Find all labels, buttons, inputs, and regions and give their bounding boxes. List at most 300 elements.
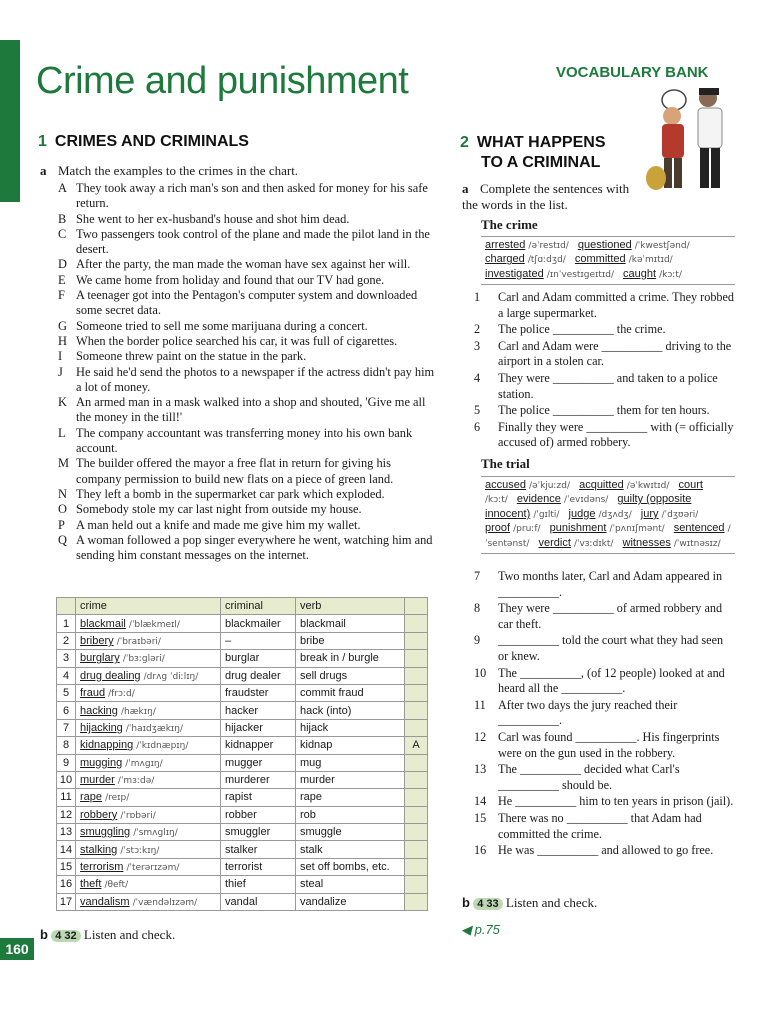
example-text: Somebody stole my car last night from outside my house. xyxy=(76,502,362,517)
crime-pronunciation: /ˈbraɪbəri/ xyxy=(116,636,161,647)
answer-cell[interactable] xyxy=(405,632,428,649)
word-pronunciation: /dʒʌdʒ/ xyxy=(598,509,632,520)
crime-pronunciation: /ˈkɪdnæpɪŋ/ xyxy=(136,741,189,752)
criminal-cell: – xyxy=(221,632,296,649)
word-item xyxy=(517,493,609,505)
example-text: He said he'd send the photos to a newspaper if the actress didn't pay him a lot of money. xyxy=(76,364,435,394)
table-row xyxy=(57,754,428,771)
example-key: D xyxy=(58,257,67,272)
answer-cell[interactable] xyxy=(405,719,428,736)
word-item xyxy=(485,479,570,491)
section2-b-text: Listen and check. xyxy=(505,895,598,910)
table-header-crime: crime xyxy=(76,598,221,615)
table-row xyxy=(57,684,428,701)
crime-word: murder xyxy=(80,774,115,787)
verb-cell: hack (into) xyxy=(296,702,405,719)
word-item xyxy=(485,268,614,280)
sentence-text: The __________ decided what Carl's __________ should be. xyxy=(498,762,680,792)
example-item xyxy=(58,365,438,396)
crime-pronunciation: /ˈblækmeɪl/ xyxy=(128,619,180,630)
example-key: G xyxy=(58,318,67,333)
sentence-number: 5 xyxy=(474,403,481,418)
answer-cell[interactable] xyxy=(405,771,428,788)
page-reference[interactable] xyxy=(461,922,500,938)
answer-cell[interactable] xyxy=(405,615,428,632)
crime-cell xyxy=(76,632,221,649)
word: caught xyxy=(623,267,657,280)
row-number: 14 xyxy=(57,841,76,858)
sentence-number: 1 xyxy=(474,290,481,304)
crime-word: drug dealing xyxy=(80,669,141,682)
row-number: 8 xyxy=(57,737,76,754)
answer-cell[interactable] xyxy=(405,684,428,701)
sentence-number: 3 xyxy=(474,338,481,353)
crime-pronunciation: /ˈmɜːdə/ xyxy=(117,776,155,787)
sentence-number: 16 xyxy=(474,843,487,858)
sentence-item xyxy=(474,569,736,600)
section1-heading xyxy=(38,133,249,151)
example-item xyxy=(58,288,438,319)
sentence-number: 8 xyxy=(474,601,481,616)
crime-word: terrorism xyxy=(80,861,124,874)
sentence-number: 10 xyxy=(474,665,487,680)
table-header-row xyxy=(57,598,428,615)
verb-cell: bribe xyxy=(296,632,405,649)
example-item xyxy=(58,395,438,426)
crime-word: hacking xyxy=(80,704,118,717)
criminal-cell: burglar xyxy=(221,650,296,667)
example-item xyxy=(58,181,438,212)
table-row xyxy=(57,841,428,858)
trial-subheading: The trial xyxy=(481,456,530,471)
criminal-cell: stalker xyxy=(221,841,296,858)
example-item xyxy=(58,533,438,564)
crime-word: burglary xyxy=(80,652,120,665)
section2-a-text: Complete the sentences with the words in the list. xyxy=(462,181,630,212)
sentence-text: He was __________ and allowed to go free. xyxy=(498,843,714,858)
word: proof xyxy=(485,522,511,535)
sentence-number: 15 xyxy=(474,810,487,825)
sentence-text: After two days the jury reached their __________. xyxy=(498,697,678,728)
word-item xyxy=(569,508,632,520)
sentence-number: 6 xyxy=(474,419,481,434)
crime-sentences xyxy=(474,290,736,452)
row-number: 4 xyxy=(57,667,76,684)
word-pronunciation: /ˈkwestʃənd/ xyxy=(634,241,690,251)
arrow-left-icon: ◀ xyxy=(461,922,475,937)
section2-b-label: b xyxy=(462,895,470,910)
table-row xyxy=(57,858,428,875)
crime-word: theft xyxy=(80,878,102,891)
example-text: She went to her ex-husband's house and shot him dead. xyxy=(76,211,350,226)
examples-list xyxy=(58,181,438,563)
example-text: We came home from holiday and found that our TV had gone. xyxy=(76,272,385,287)
word: acquitted xyxy=(579,479,624,491)
row-number: 1 xyxy=(57,615,76,632)
example-key: K xyxy=(58,395,67,410)
verb-cell: sell drugs xyxy=(296,667,405,684)
section1-b-text: Listen and check. xyxy=(83,927,176,942)
section1-a-label: a xyxy=(40,163,47,178)
example-key: I xyxy=(58,349,63,364)
example-key: C xyxy=(58,226,67,241)
example-text: Two passengers took control of the plane and made the pilot land in the desert. xyxy=(76,226,430,257)
criminal-cell: terrorist xyxy=(221,858,296,875)
audio-track-icon[interactable]: 4 33 xyxy=(473,898,502,910)
crime-pronunciation: /ˈterərɪzəm/ xyxy=(126,863,180,874)
criminal-cell: kidnapper xyxy=(221,737,296,754)
table-header-criminal: criminal xyxy=(221,598,296,615)
crime-cell xyxy=(76,893,221,910)
crimes-table xyxy=(56,597,428,911)
crime-pronunciation: /ˈrɒbəri/ xyxy=(120,810,156,821)
example-item xyxy=(58,426,438,457)
verb-cell: rape xyxy=(296,789,405,806)
crime-cell xyxy=(76,667,221,684)
table-row xyxy=(57,771,428,788)
answer-cell[interactable] xyxy=(405,824,428,841)
word: evidence xyxy=(516,493,561,506)
crime-cell xyxy=(76,858,221,875)
answer-cell[interactable] xyxy=(405,858,428,875)
answer-cell[interactable] xyxy=(405,650,428,667)
verb-cell: steal xyxy=(296,876,405,893)
example-text: A woman followed a pop singer everywhere he went, watching him and sending him constant messages on the internet. xyxy=(76,532,433,563)
word-pronunciation: /tʃɑːdʒd/ xyxy=(527,255,566,266)
word: questioned xyxy=(577,239,632,251)
example-item xyxy=(58,212,438,227)
criminal-cell: smuggler xyxy=(221,824,296,841)
sentence-text: Carl and Adam committed a crime. They robbed a large supermarket. xyxy=(498,290,735,320)
answer-cell[interactable] xyxy=(405,893,428,910)
word-pronunciation: /kəˈmɪtɪd/ xyxy=(628,255,673,266)
verb-cell: rob xyxy=(296,806,405,823)
example-text: An armed man in a mask walked into a shop and shouted, 'Give me all the money in the till!' xyxy=(76,395,426,425)
word-item xyxy=(623,537,721,549)
example-text: A man held out a knife and made me give him my wallet. xyxy=(76,517,361,532)
example-text: When the border police searched his car, it was full of cigarettes. xyxy=(76,333,398,348)
row-number: 10 xyxy=(57,771,76,788)
sentence-text: __________ told the court what they had seen or knew. xyxy=(498,633,724,663)
sentence-item xyxy=(474,633,736,664)
word-item xyxy=(539,537,614,549)
word-pronunciation: /ˈsentənst/ xyxy=(485,524,731,549)
table-header-blank xyxy=(57,598,76,615)
example-text: Someone tried to sell me some marijuana during a concert. xyxy=(76,318,368,333)
word: committed xyxy=(574,253,626,266)
example-item xyxy=(58,518,438,533)
crime-cell xyxy=(76,719,221,736)
crime-word: rape xyxy=(80,791,103,804)
sentence-item xyxy=(474,794,736,810)
word-pronunciation: /ˈgɪlti/ xyxy=(533,509,560,520)
section1-b-label: b xyxy=(40,927,48,942)
word-item xyxy=(575,253,673,265)
verb-cell: hijack xyxy=(296,719,405,736)
word: arrested xyxy=(485,239,526,251)
row-number: 2 xyxy=(57,632,76,649)
section2-number: 2 xyxy=(460,134,469,151)
section2-title-line2: TO A CRIMINAL xyxy=(481,154,601,171)
sentence-number: 12 xyxy=(474,729,487,744)
crime-cell xyxy=(76,702,221,719)
crime-cell xyxy=(76,650,221,667)
crime-word: hijacking xyxy=(80,721,123,734)
sentence-text: There was no __________ that Adam had committed the crime. xyxy=(498,810,702,841)
sentence-item xyxy=(474,371,736,402)
word-item xyxy=(623,268,682,280)
table-row xyxy=(57,667,428,684)
page-reference-text: p.75 xyxy=(474,922,500,937)
crime-pronunciation: /ˈvændəlɪzəm/ xyxy=(132,897,198,908)
crime-word: mugging xyxy=(80,756,123,769)
sentence-item xyxy=(474,322,736,338)
crime-word: blackmail xyxy=(80,617,126,630)
row-number: 12 xyxy=(57,806,76,823)
crime-word-box xyxy=(481,236,735,285)
example-key: M xyxy=(58,456,70,471)
example-key: E xyxy=(58,272,66,287)
table-row xyxy=(57,702,428,719)
sentence-text: Carl was found __________. His fingerprints were on the gun used in the robbery. xyxy=(498,729,720,760)
example-key: H xyxy=(58,333,67,348)
word-pronunciation: /ˈevɪdəns/ xyxy=(563,495,609,506)
table-row xyxy=(57,650,428,667)
crime-word: kidnapping xyxy=(80,739,134,752)
crime-pronunciation: /drʌg ˈdiːlɪŋ/ xyxy=(143,671,199,682)
crime-cell xyxy=(76,754,221,771)
crime-pronunciation: /ˈbɜːgləri/ xyxy=(122,654,165,665)
sentence-number: 7 xyxy=(474,569,481,583)
word-pronunciation: /ˈpʌnɪʃmənt/ xyxy=(609,524,665,535)
crime-pronunciation: /θeft/ xyxy=(104,880,129,891)
answer-cell[interactable] xyxy=(405,702,428,719)
sentence-item xyxy=(474,601,736,632)
row-number: 11 xyxy=(57,789,76,806)
word: charged xyxy=(485,253,525,266)
sentence-text: They were __________ of armed robbery and car theft. xyxy=(498,601,723,631)
word-item xyxy=(485,239,569,251)
example-text: They took away a rich man's son and then asked for money for his safe return. xyxy=(76,181,428,211)
crime-pronunciation: /hækɪŋ/ xyxy=(120,706,156,717)
crime-word: smuggling xyxy=(80,826,131,839)
example-item xyxy=(58,273,438,288)
answer-cell[interactable]: A xyxy=(405,737,428,754)
section2-title-line1: WHAT HAPPENS xyxy=(476,134,606,151)
section1-listen xyxy=(40,927,175,943)
example-key: J xyxy=(58,364,63,379)
crime-cell xyxy=(76,615,221,632)
example-text: The company accountant was transferring money into his own bank account. xyxy=(76,425,413,456)
word-pronunciation: /pruːf/ xyxy=(513,524,541,535)
sentence-number: 11 xyxy=(474,697,486,712)
answer-cell[interactable] xyxy=(405,876,428,893)
table-row xyxy=(57,719,428,736)
row-number: 15 xyxy=(57,858,76,875)
word: jury xyxy=(640,507,659,520)
crime-cell xyxy=(76,876,221,893)
word: punishment xyxy=(549,522,607,535)
word: investigated xyxy=(485,267,544,280)
sentence-number: 4 xyxy=(474,370,481,385)
example-key: L xyxy=(58,425,66,440)
table-header-verb: verb xyxy=(296,598,405,615)
example-key: A xyxy=(58,181,67,195)
sentence-number: 2 xyxy=(474,322,481,337)
sentence-text: Two months later, Carl and Adam appeared in __________. xyxy=(498,569,723,599)
example-key: Q xyxy=(58,532,67,547)
sentence-item xyxy=(474,843,736,859)
sentence-item xyxy=(474,290,736,321)
sentence-number: 13 xyxy=(474,762,487,777)
table-row xyxy=(57,615,428,632)
answer-cell[interactable] xyxy=(405,667,428,684)
sentence-item xyxy=(474,698,736,729)
verb-cell: stalk xyxy=(296,841,405,858)
answer-cell[interactable] xyxy=(405,841,428,858)
crime-word: fraud xyxy=(80,687,106,700)
row-number: 9 xyxy=(57,754,76,771)
sentence-text: The __________, (of 12 people) looked at and heard all the __________. xyxy=(498,665,725,696)
section1-number: 1 xyxy=(38,133,47,150)
crime-cell xyxy=(76,806,221,823)
crimes-table-body xyxy=(57,615,428,911)
section1-a-text: Match the examples to the crimes in the chart. xyxy=(58,163,299,178)
example-key: F xyxy=(58,288,65,303)
answer-cell[interactable] xyxy=(405,789,428,806)
example-key: N xyxy=(58,486,67,501)
table-row xyxy=(57,789,428,806)
word-pronunciation: /ˈwɪtnəsɪz/ xyxy=(673,538,721,549)
sentence-text: He __________ him to ten years in prison (jail). xyxy=(498,794,734,809)
criminal-cell: hacker xyxy=(221,702,296,719)
arrest-illustration xyxy=(646,82,738,196)
audio-track-icon[interactable]: 4 32 xyxy=(51,930,80,942)
row-number: 3 xyxy=(57,650,76,667)
word-pronunciation: /əˈkwɪtɪd/ xyxy=(626,481,670,491)
word: accused xyxy=(485,479,526,491)
word-item xyxy=(485,253,566,265)
example-item xyxy=(58,349,438,364)
row-number: 5 xyxy=(57,684,76,701)
criminal-cell: murderer xyxy=(221,771,296,788)
crime-cell xyxy=(76,771,221,788)
example-key: P xyxy=(58,517,65,532)
table-row xyxy=(57,893,428,910)
word: sentenced xyxy=(673,522,725,535)
section2-a-label: a xyxy=(462,181,469,196)
word-pronunciation: /kɔːt/ xyxy=(659,269,682,280)
verb-cell: kidnap xyxy=(296,737,405,754)
answer-cell[interactable] xyxy=(405,806,428,823)
criminal-cell: mugger xyxy=(221,754,296,771)
trial-word-box xyxy=(481,476,735,554)
verb-cell: break in / burgle xyxy=(296,650,405,667)
word: witnesses xyxy=(622,536,671,549)
example-text: A teenager got into the Pentagon's computer system and downloaded some secret data. xyxy=(76,288,418,318)
section1-title: CRIMES AND CRIMINALS xyxy=(54,133,249,150)
word: court xyxy=(678,479,703,491)
sentence-text: Carl and Adam were __________ driving to the airport in a stolen car. xyxy=(498,338,732,369)
example-key: B xyxy=(58,211,67,226)
verb-cell: murder xyxy=(296,771,405,788)
example-item xyxy=(58,257,438,272)
example-item xyxy=(58,487,438,502)
crime-pronunciation: /ˈsmʌglɪŋ/ xyxy=(133,828,178,839)
example-item xyxy=(58,456,438,487)
word-pronunciation: /ˈdʒʊəri/ xyxy=(661,509,699,520)
section1-instruction xyxy=(40,163,298,179)
verb-cell: mug xyxy=(296,754,405,771)
page-number: 160 xyxy=(0,938,34,960)
word-pronunciation: /əˈkjuːzd/ xyxy=(529,481,571,491)
example-item xyxy=(58,319,438,334)
sentence-text: The police __________ them for ten hours. xyxy=(498,403,710,418)
crime-cell xyxy=(76,824,221,841)
page-title: Crime and punishment xyxy=(36,60,409,102)
criminal-cell: hijacker xyxy=(221,719,296,736)
word-item xyxy=(550,522,665,534)
verb-cell: vandalize xyxy=(296,893,405,910)
example-item xyxy=(58,334,438,349)
crime-word: bribery xyxy=(80,634,114,647)
verb-cell: blackmail xyxy=(296,615,405,632)
word-pronunciation: /ˈvɜːdɪkt/ xyxy=(573,538,614,549)
sentence-number: 14 xyxy=(474,794,487,809)
example-key: O xyxy=(58,502,67,517)
crime-pronunciation: /ˈstɔːkɪŋ/ xyxy=(120,845,160,856)
crime-cell xyxy=(76,789,221,806)
criminal-cell: rapist xyxy=(221,789,296,806)
crime-pronunciation: /reɪp/ xyxy=(105,793,130,804)
crime-pronunciation: /ˈmʌgɪŋ/ xyxy=(125,758,163,769)
example-item xyxy=(58,502,438,517)
table-row xyxy=(57,876,428,893)
crime-cell xyxy=(76,841,221,858)
table-row xyxy=(57,806,428,823)
example-text: The builder offered the mayor a free flat in return for giving his company permission to build new flats on a piece of green land. xyxy=(76,456,394,486)
verb-cell: set off bombs, etc. xyxy=(296,858,405,875)
criminal-cell: robber xyxy=(221,806,296,823)
word-pronunciation: /əˈrestɪd/ xyxy=(528,241,569,251)
sentence-number: 9 xyxy=(474,633,481,648)
crime-cell xyxy=(76,684,221,701)
sentence-item xyxy=(474,403,736,419)
word-pronunciation: /kɔːt/ xyxy=(485,495,508,506)
table-row xyxy=(57,632,428,649)
sentence-item xyxy=(474,420,736,451)
row-number: 6 xyxy=(57,702,76,719)
criminal-cell: blackmailer xyxy=(221,615,296,632)
sentence-text: Finally they were __________ with (= officially accused of) armed robbery. xyxy=(498,419,734,450)
sentence-item xyxy=(474,811,736,842)
verb-cell: commit fraud xyxy=(296,684,405,701)
criminal-cell: vandal xyxy=(221,893,296,910)
answer-cell[interactable] xyxy=(405,754,428,771)
word: judge xyxy=(568,507,596,520)
row-number: 16 xyxy=(57,876,76,893)
sentence-text: They were __________ and taken to a police station. xyxy=(498,370,718,401)
criminal-cell: drug dealer xyxy=(221,667,296,684)
side-accent-bar xyxy=(0,40,20,202)
row-number: 13 xyxy=(57,824,76,841)
crime-pronunciation: /ˈhaɪdʒækɪŋ/ xyxy=(125,723,183,734)
crime-subheading: The crime xyxy=(481,217,538,232)
example-item xyxy=(58,227,438,258)
sentence-item xyxy=(474,339,736,370)
sentence-item xyxy=(474,762,736,793)
example-text: After the party, the man made the woman have sex against her will. xyxy=(76,257,411,272)
